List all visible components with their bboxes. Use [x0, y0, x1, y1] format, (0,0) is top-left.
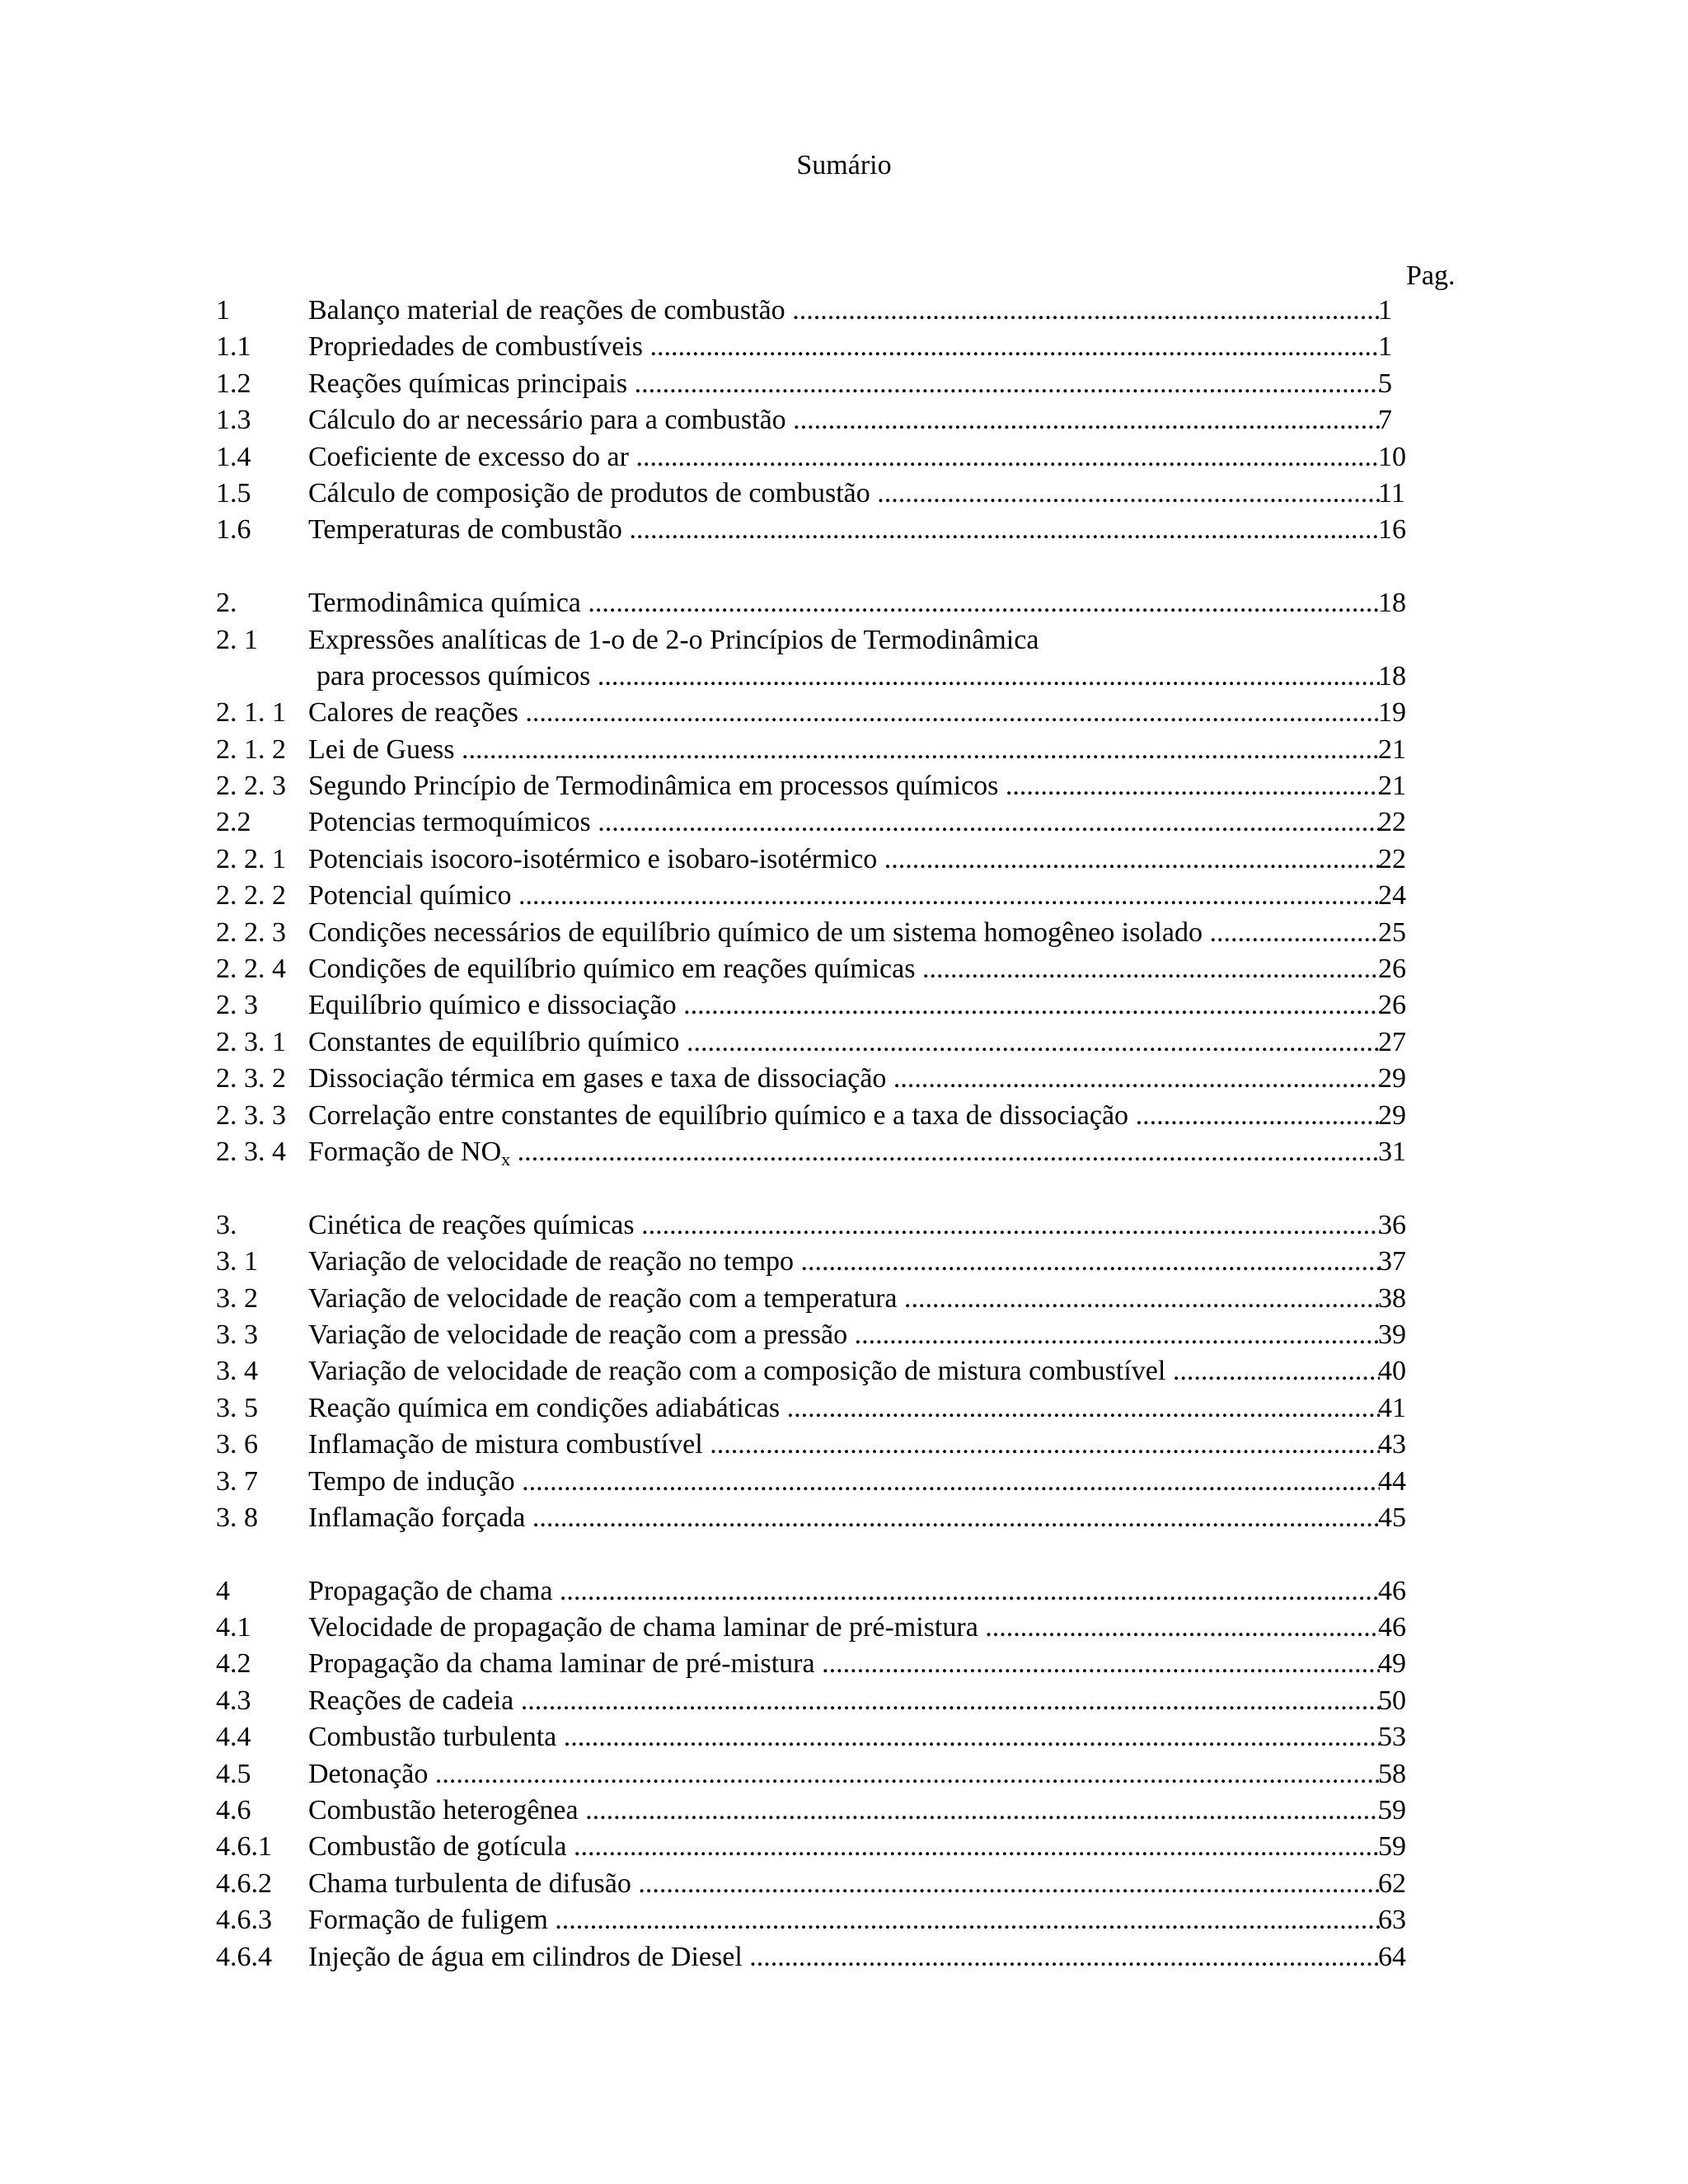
toc-entry-title: [308, 1281, 1380, 1317]
toc-entry-title-text: Combustão de gotícula: [308, 1831, 567, 1863]
toc-entry-title-text: Variação de velocidade de reação com a temperatura: [308, 1282, 898, 1314]
toc-entry-title: [308, 622, 1380, 658]
toc-entry-title: [308, 1939, 1380, 1975]
toc-entry-title: [308, 768, 1380, 804]
toc-entry-title: [308, 1829, 1380, 1865]
toc-entry-number: 2.2: [216, 807, 251, 838]
toc-entry: [216, 1244, 1469, 1280]
toc-entry-subscript: x: [501, 1148, 511, 1169]
toc-entry-number: 2. 3: [216, 990, 258, 1021]
toc-entry-title: [308, 1719, 1380, 1755]
toc-entry-title-text: Condições de equilíbrio químico em reações químicas: [308, 954, 916, 985]
page-title: Sumário: [796, 150, 892, 180]
toc-entry-title-text: Segundo Princípio de Termodinâmica em processos químicos: [308, 771, 999, 802]
toc-entry-number: 4.6: [216, 1795, 251, 1826]
toc-entry-title-text: Potencial químico: [308, 880, 512, 912]
toc-entry-title: [308, 1244, 1380, 1280]
toc-entry-title: [308, 878, 1380, 914]
toc-entry: [216, 1646, 1469, 1682]
toc-entry-title-text: Propagação da chama laminar de pré-mistura: [308, 1648, 815, 1680]
toc-entry-title-text: Formação de fuligem: [308, 1905, 548, 1936]
toc-entry-number: 2. 3. 4: [216, 1136, 286, 1167]
toc-entry: [216, 1390, 1469, 1427]
toc-entry-number: 1.3: [216, 405, 251, 436]
toc-entry-page: 45: [1378, 1502, 1406, 1533]
toc-entry-number: 1.1: [216, 331, 251, 363]
toc-entry-page: 31: [1378, 1136, 1406, 1167]
toc-entry-number: 4.6.3: [216, 1905, 272, 1936]
toc-entry-page: 25: [1378, 916, 1406, 948]
toc-entry-page: 1: [1378, 331, 1392, 363]
toc-entry: [216, 1829, 1469, 1865]
toc-entry: [216, 585, 1469, 621]
toc-entry-number: 2. 1: [216, 624, 258, 655]
toc-entry-page: 38: [1378, 1282, 1406, 1314]
toc-entry-page: 7: [1378, 405, 1392, 436]
toc-entry-title: [308, 841, 1380, 878]
toc-entry: [216, 695, 1469, 731]
toc-entry: [216, 1500, 1469, 1536]
toc-entry-title: [308, 804, 1380, 841]
toc-entry-page: 1: [1378, 295, 1392, 326]
toc-entry-number: 3. 3: [216, 1319, 258, 1350]
toc-entry-number: 3. 8: [216, 1502, 258, 1533]
toc-entry-page: 59: [1378, 1831, 1406, 1863]
toc-entry-number: 2. 3. 3: [216, 1099, 286, 1131]
toc-entry-title-text: Correlação entre constantes de equilíbrio químico e a taxa de dissociação: [308, 1099, 1129, 1131]
toc-entry: [216, 1793, 1469, 1829]
toc-entry: [216, 987, 1469, 1024]
toc-entry-title-text: Constantes de equilíbrio químico: [308, 1026, 680, 1057]
toc-entry-title-text: Lei de Guess: [308, 733, 455, 765]
toc-entry-page: 27: [1378, 1026, 1406, 1057]
toc-entry: [216, 329, 1469, 365]
toc-entry-page: 5: [1378, 368, 1392, 399]
toc-entry-page: 37: [1378, 1246, 1406, 1277]
toc-entry-page: 53: [1378, 1722, 1406, 1753]
toc-entry: [216, 951, 1469, 987]
toc-entry-number: 1.2: [216, 368, 251, 399]
toc-entry-number: 3. 7: [216, 1465, 258, 1497]
toc-entry: [216, 1353, 1469, 1390]
toc-entry-title-text: Injeção de água em cilindros de Diesel: [308, 1941, 743, 1972]
toc-entry-number: 2. 1. 1: [216, 697, 286, 729]
toc-entry-page: 21: [1378, 771, 1406, 802]
toc-entry-title: [308, 366, 1380, 402]
toc-entry-title-text: Potencias termoquímicos: [308, 807, 591, 838]
toc-entry-title-text: Propagação de chama: [308, 1575, 553, 1606]
toc-entry-title-text: Detonação: [308, 1758, 429, 1789]
toc-entry: [216, 1317, 1469, 1353]
toc-entry-title-text: Variação de velocidade de reação no tempo: [308, 1246, 795, 1277]
toc-entry-number: 2. 3. 1: [216, 1026, 286, 1057]
toc-entry-title-text: Velocidade de propagação de chama laminar de pré-mistura: [308, 1612, 978, 1643]
toc-entry-title-text: Potenciais isocoro-isotérmico e isobaro-isotérmico: [308, 843, 878, 874]
toc-entry-page: 26: [1378, 990, 1406, 1021]
toc-entry-title: [308, 585, 1380, 621]
toc-entry-title-text: Termodinâmica química: [308, 588, 581, 619]
toc-entry-title-text: Calores de reações: [308, 697, 518, 729]
toc-entry-page: 19: [1378, 697, 1406, 729]
toc-entry-page: 50: [1378, 1685, 1406, 1716]
toc-entry: [216, 439, 1469, 476]
toc-entry: [216, 293, 1469, 329]
toc-entry-title-text: Reações químicas principais: [308, 368, 628, 399]
toc-entry-number: 4.5: [216, 1758, 251, 1789]
toc-entry-title-text: Dissociação térmica em gases e taxa de dissociação: [308, 1063, 887, 1094]
toc-entry-number: 4.3: [216, 1685, 251, 1716]
toc-entry: [216, 622, 1469, 658]
toc-entry-number: 4.1: [216, 1612, 251, 1643]
toc-entry-title: [308, 915, 1380, 951]
toc-entry-number: 1: [216, 295, 230, 326]
toc-entry: [216, 1683, 1469, 1719]
toc-entry-number: 3. 1: [216, 1246, 258, 1277]
toc-entry-number: 3. 4: [216, 1356, 258, 1387]
toc-entry-number: 4: [216, 1575, 230, 1606]
toc-entry-number: 2. 2. 1: [216, 843, 286, 874]
toc-entry: [216, 1134, 1469, 1170]
toc-entry-page: 58: [1378, 1758, 1406, 1789]
toc-entry-title: [316, 658, 1380, 695]
toc-entry: [216, 1866, 1469, 1902]
toc-entry-number: 4.2: [216, 1648, 251, 1680]
toc-entry-page: 29: [1378, 1099, 1406, 1131]
toc-entry-page: 49: [1378, 1648, 1406, 1680]
toc-entry: [216, 1427, 1469, 1463]
toc-entry-page: 29: [1378, 1063, 1406, 1094]
toc-entry: [216, 1939, 1469, 1975]
toc-entry-page: 18: [1378, 660, 1406, 691]
toc-entry-title: [308, 1024, 1380, 1061]
toc-entry-title-text: Cálculo do ar necessário para a combustão: [308, 405, 786, 436]
toc-entry-title-text: Temperaturas de combustão: [308, 514, 622, 546]
toc-entry-number: 4.6.1: [216, 1831, 272, 1863]
toc-entry: [216, 1573, 1469, 1610]
toc-entry: [216, 1902, 1469, 1938]
toc-entry: [216, 1281, 1469, 1317]
toc-entry-title-text: Reações de cadeia: [308, 1685, 514, 1716]
toc-entry-number: 3.: [216, 1209, 237, 1240]
toc-entry-title-text: Cálculo de composição de produtos de combustão: [308, 477, 870, 509]
toc-entry-title: [308, 1317, 1380, 1353]
toc-entry-title: [308, 1573, 1380, 1610]
toc-entry: [216, 915, 1469, 951]
toc-entry-page: 64: [1378, 1941, 1406, 1972]
toc-entry: [216, 878, 1469, 914]
toc-entry-title: [308, 1646, 1380, 1682]
toc-entry-title: [308, 1683, 1380, 1719]
toc-entry-number: 2. 2. 3: [216, 916, 286, 948]
toc-entry-title-text: Combustão heterogênea: [308, 1795, 579, 1826]
toc-entry-title-text: Inflamação de mistura combustível: [308, 1429, 703, 1460]
toc-entry-title: [308, 1464, 1380, 1500]
toc-entry-number: 4.6.4: [216, 1941, 272, 1972]
toc-entry-title: [308, 1427, 1380, 1463]
toc-entry-title-text: Reação química em condições adiabáticas: [308, 1392, 781, 1423]
toc-entry: [216, 1719, 1469, 1755]
toc-entry-title-text: Balanço material de reações de combustão: [308, 295, 785, 326]
toc-entry-number: 2.: [216, 588, 237, 619]
toc-entry-title: [308, 329, 1380, 365]
toc-entry: [216, 768, 1469, 804]
toc-entry-page: 26: [1378, 954, 1406, 985]
toc-entry: [216, 658, 1469, 695]
toc-entry-title: [308, 402, 1380, 438]
toc-entry-title-text: Variação de velocidade de reação com a composição de mistura combustível: [308, 1356, 1166, 1387]
toc-entry-title: [308, 695, 1380, 731]
toc-entry-title-text: para processos químicos: [316, 660, 591, 691]
toc-entry-title: [308, 732, 1380, 768]
toc-entry-page: 40: [1378, 1356, 1406, 1387]
toc-entry-number: 4.6.2: [216, 1868, 272, 1899]
toc-entry-page: 22: [1378, 807, 1406, 838]
toc-entry-number: 2. 1. 2: [216, 733, 286, 765]
toc-entry-number: 3. 5: [216, 1392, 258, 1423]
toc-entry: [216, 1098, 1469, 1134]
toc-entry-title-text: Combustão turbulenta: [308, 1722, 557, 1753]
toc-entry-page: 10: [1378, 441, 1406, 472]
toc-entry-title: [308, 1610, 1380, 1646]
toc-entry-title: [308, 476, 1380, 512]
toc-entry: [216, 804, 1469, 841]
toc-entry-page: 16: [1378, 514, 1406, 546]
toc-entry-page: 11: [1378, 477, 1405, 509]
toc-entry-title-text: Expressões analíticas de 1-o de 2-o Princípios de Termodinâmica: [308, 624, 1039, 655]
toc-entry-title-text: Formação de NO: [308, 1136, 502, 1167]
toc-entry: [216, 476, 1469, 512]
toc-entry-title: [308, 1207, 1380, 1244]
page-column-header: Pag.: [1406, 260, 1456, 291]
toc-entry-number: 1.5: [216, 477, 251, 509]
toc-entry-page: 24: [1378, 880, 1406, 912]
toc-entry-page: 63: [1378, 1905, 1406, 1936]
toc-entry-title-text: Equilíbrio químico e dissociação: [308, 990, 677, 1021]
toc-entry-title: [308, 1902, 1380, 1938]
toc-entry: [216, 1610, 1469, 1646]
toc-entry-title-text: Tempo de indução: [308, 1465, 515, 1497]
toc-entry-title: [308, 1866, 1380, 1902]
toc-entry-title: [308, 1134, 1380, 1170]
toc-entry-title-text: Inflamação forçada: [308, 1502, 526, 1533]
toc-entry: [216, 1061, 1469, 1097]
toc-entry-number: 4.4: [216, 1722, 251, 1753]
toc-entry-title: [308, 1756, 1380, 1793]
toc-entry-title: [308, 1098, 1380, 1134]
toc-entry-page: 22: [1378, 843, 1406, 874]
toc-entry-title: [308, 987, 1380, 1024]
toc-entry-page: 41: [1378, 1392, 1406, 1423]
toc-entry-page: 36: [1378, 1209, 1406, 1240]
toc-entry-page: 44: [1378, 1465, 1406, 1497]
toc-entry-title-text: Condições necessários de equilíbrio químico de um sistema homogêneo isolado: [308, 916, 1203, 948]
toc-entry-title-text: Chama turbulenta de difusão: [308, 1868, 631, 1899]
toc-entry-title-text: Coeficiente de excesso do ar: [308, 441, 629, 472]
toc-entry-title: [308, 293, 1380, 329]
toc-entry-page: 21: [1378, 733, 1406, 765]
toc-entry-page: 59: [1378, 1795, 1406, 1826]
toc-entry-title: [308, 1061, 1380, 1097]
toc-entry: [216, 732, 1469, 768]
toc-entry-number: 3. 2: [216, 1282, 258, 1314]
toc-entry-title: [308, 439, 1380, 476]
toc-entry: [216, 841, 1469, 878]
toc-entry-number: 2. 3. 2: [216, 1063, 286, 1094]
toc-entry-number: 1.6: [216, 514, 251, 546]
toc-entry-number: 3. 6: [216, 1429, 258, 1460]
toc-entry-number: 2. 2. 4: [216, 954, 286, 985]
toc-entry-number: 2. 2. 2: [216, 880, 286, 912]
toc-entry-page: 62: [1378, 1868, 1406, 1899]
toc-entry: [216, 512, 1469, 548]
toc-entry-title-text: Variação de velocidade de reação com a pressão: [308, 1319, 848, 1350]
toc-entry: [216, 1207, 1469, 1244]
toc-entry-title: [308, 1793, 1380, 1829]
toc-entry: [216, 1024, 1469, 1061]
toc-entry-page: 46: [1378, 1612, 1406, 1643]
toc-entry-title: [308, 951, 1380, 987]
toc-entry: [216, 1464, 1469, 1500]
toc-entry-title-text: Propriedades de combustíveis: [308, 331, 644, 363]
toc-entry-title: [308, 1353, 1380, 1390]
table-of-contents: [216, 293, 1469, 1975]
toc-entry: [216, 402, 1469, 438]
toc-entry-page: 46: [1378, 1575, 1406, 1606]
toc-entry-number: 2. 2. 3: [216, 771, 286, 802]
toc-entry: [216, 1756, 1469, 1793]
toc-entry-page: 43: [1378, 1429, 1406, 1460]
toc-entry-title-text: Cinética de reações químicas: [308, 1209, 635, 1240]
toc-entry-page: 18: [1378, 588, 1406, 619]
toc-entry-title: [308, 1500, 1380, 1536]
toc-entry-title: [308, 1390, 1380, 1427]
toc-entry-number: 1.4: [216, 441, 251, 472]
toc-entry: [216, 366, 1469, 402]
toc-entry-page: 39: [1378, 1319, 1406, 1350]
toc-entry-title: [308, 512, 1380, 548]
